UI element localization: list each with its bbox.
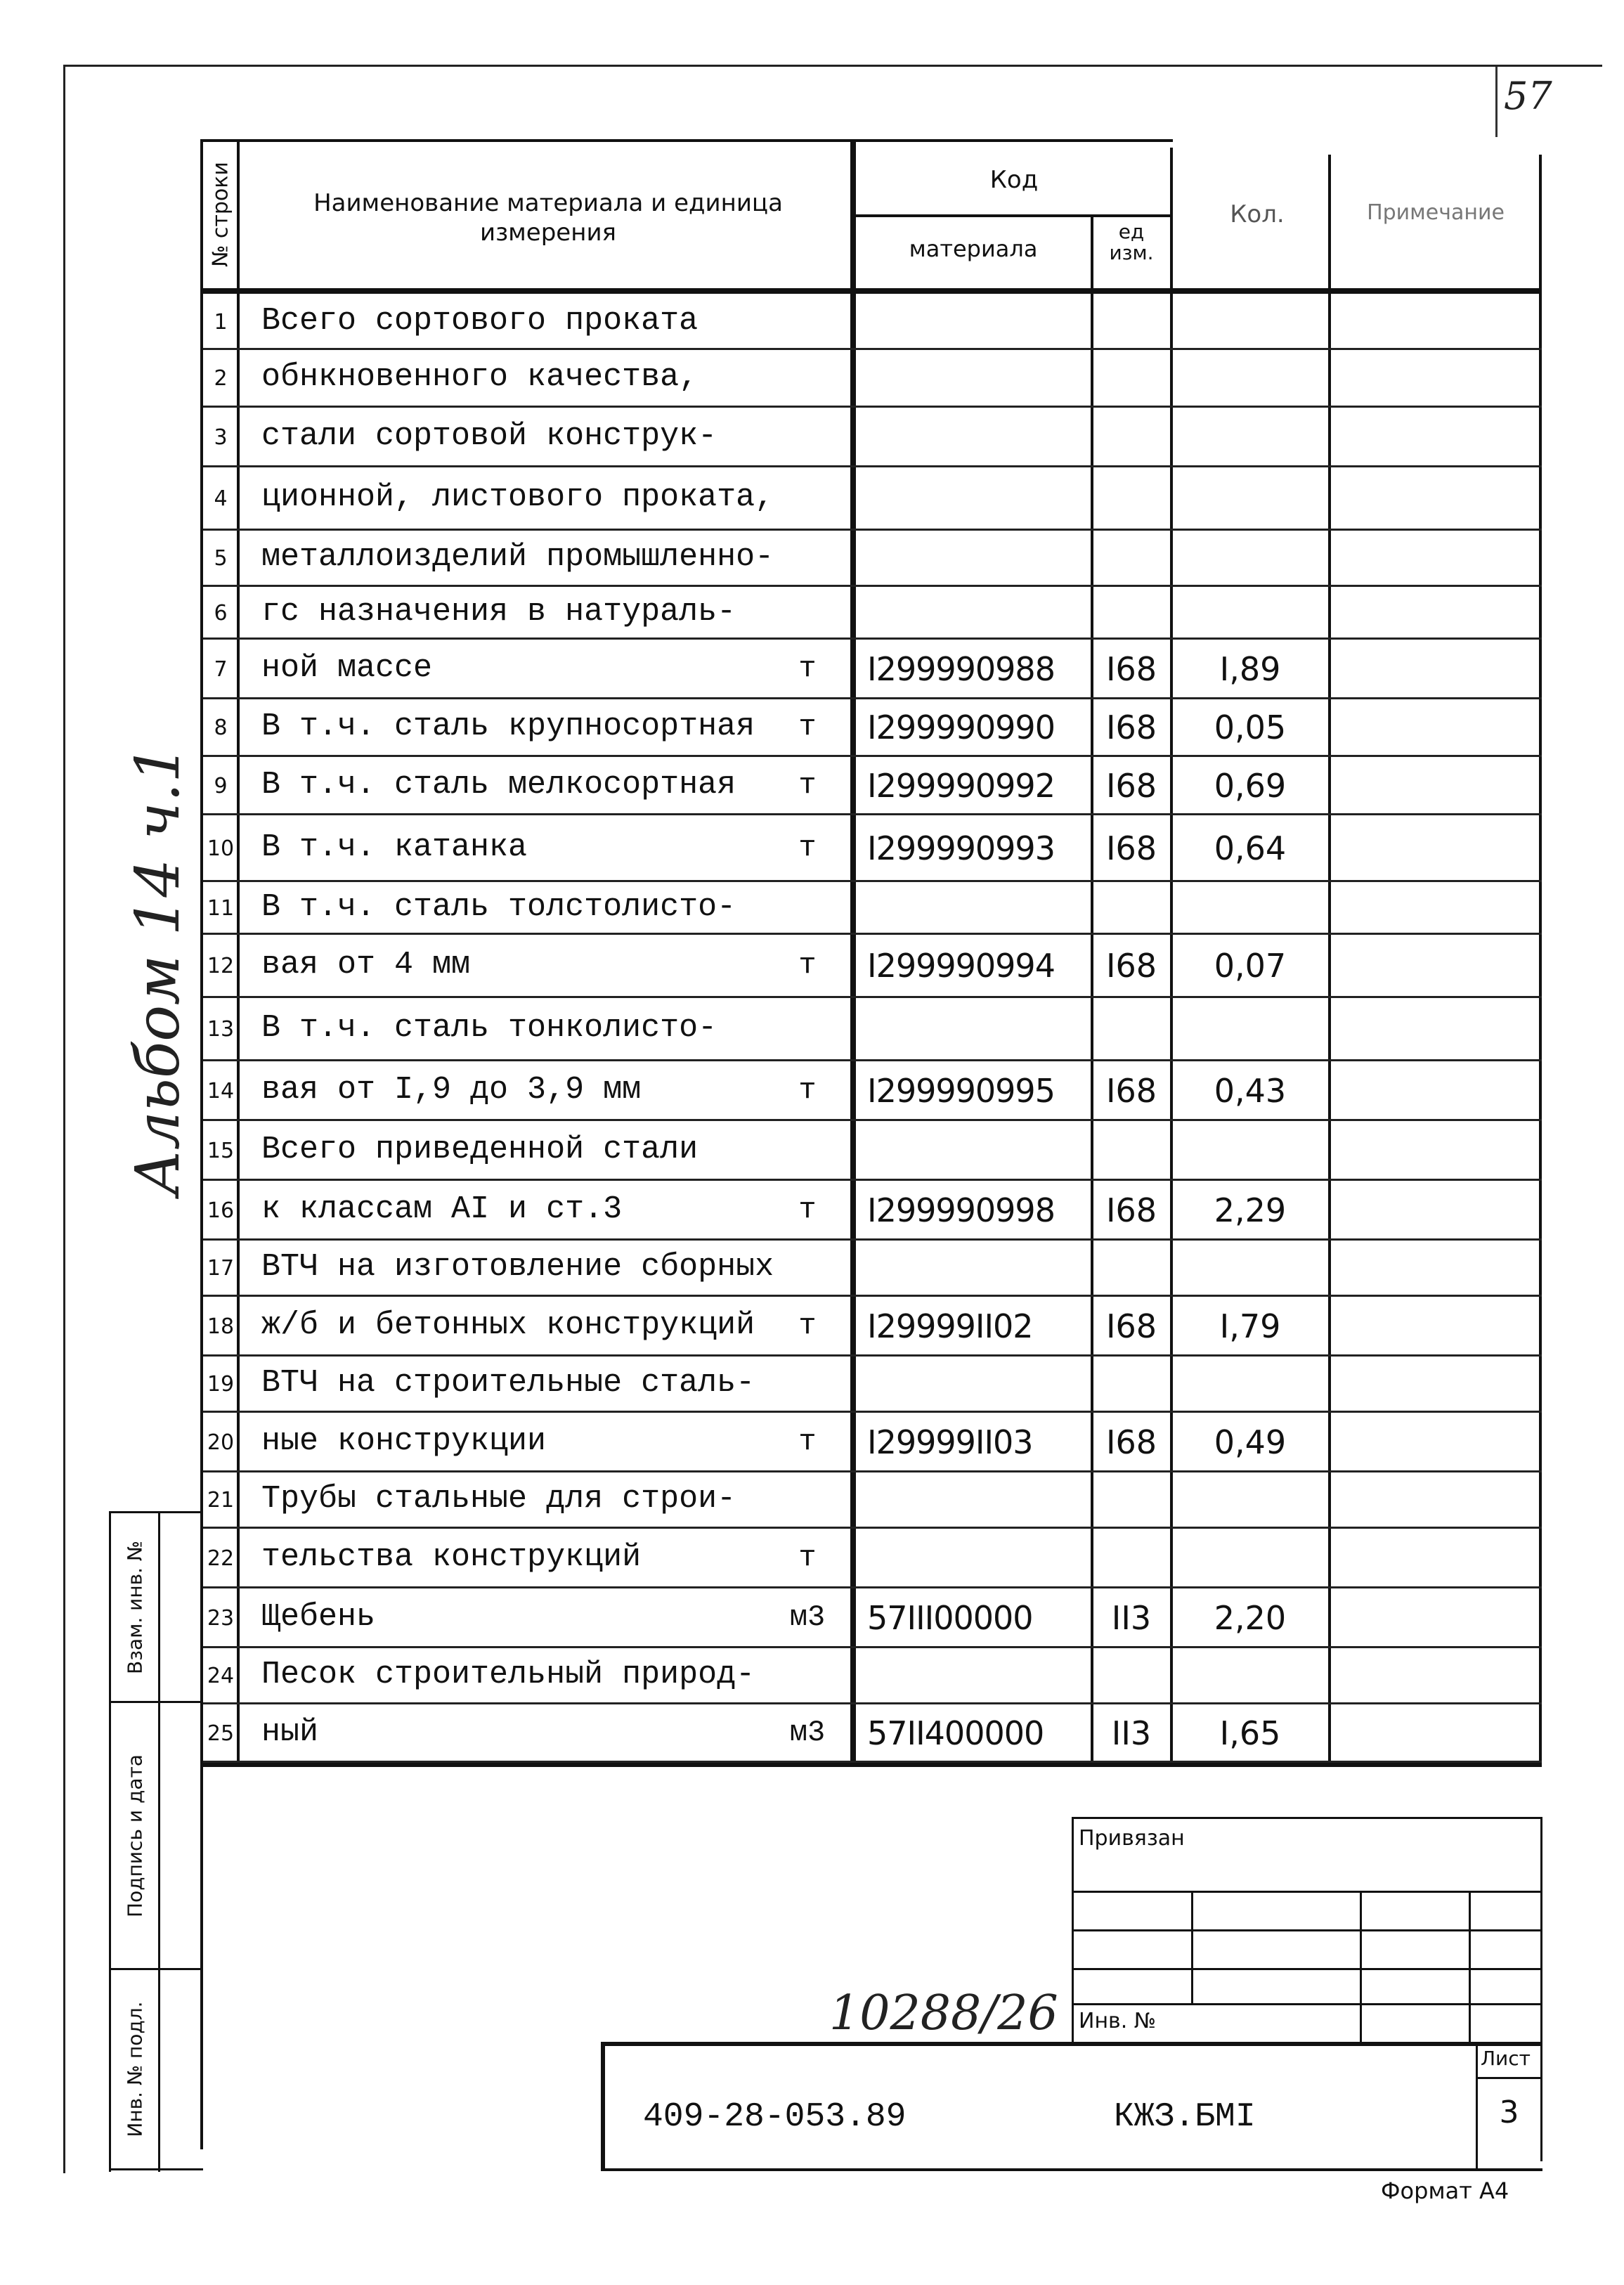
row-material-code: I299990994 <box>867 947 1055 985</box>
row-number: 6 <box>214 601 228 626</box>
side-box-divider <box>158 1511 160 2172</box>
row-quantity: 0,05 <box>1214 708 1287 746</box>
tb-col-3 <box>1469 1891 1471 2042</box>
tb-line-3 <box>1072 1968 1542 1970</box>
row-quantity: I,65 <box>1219 1714 1281 1752</box>
row-number: 17 <box>207 1256 235 1281</box>
row-name: В т.ч. сталь крупносортная <box>261 708 755 744</box>
tb-main-top <box>601 2042 1542 2046</box>
row-name: гс назначения в натураль- <box>261 594 736 630</box>
row-number: 20 <box>207 1430 235 1455</box>
header-unit: ед изм. <box>1109 220 1154 264</box>
row-material-code: 57III00000 <box>867 1599 1033 1637</box>
header-code-split-line <box>856 214 1172 217</box>
row-unit: т <box>798 1193 817 1226</box>
row-number: 11 <box>207 896 235 921</box>
row-number: 8 <box>214 716 228 740</box>
row-name: Щебень <box>261 1599 376 1635</box>
row-material-code: I29999II03 <box>867 1423 1033 1461</box>
row-unit-code: II3 <box>1111 1599 1152 1637</box>
list-label: Лист <box>1481 2047 1531 2070</box>
row-material-code: I299990990 <box>867 708 1055 746</box>
row-name: ные конструкции <box>261 1423 547 1459</box>
row-name: ционной, листового проката, <box>261 479 774 515</box>
row-unit-code: I68 <box>1105 650 1157 688</box>
row-name: Всего сортового проката <box>261 303 699 339</box>
row-name: к классам AI и ст.3 <box>261 1191 623 1227</box>
frame-left-line <box>63 65 65 2173</box>
frame-top-line <box>63 65 1602 67</box>
row-unit: т <box>798 1425 817 1458</box>
row-unit-code: I68 <box>1105 708 1157 746</box>
row-name: В т.ч. сталь толстолисто- <box>261 889 736 925</box>
tb-col-2 <box>1360 1891 1362 2042</box>
row-material-code: I299990998 <box>867 1191 1055 1229</box>
header-bottom-line <box>203 288 1542 294</box>
tb-main-bottom <box>601 2168 1542 2171</box>
row-unit: т <box>798 1073 817 1107</box>
row-number: 10 <box>207 836 235 861</box>
row-number: 21 <box>207 1488 235 1513</box>
row-unit: т <box>798 1309 817 1342</box>
row-number: 14 <box>207 1079 235 1103</box>
row-quantity: I,89 <box>1219 650 1281 688</box>
row-unit: т <box>798 831 817 865</box>
header-code: Код <box>989 166 1039 194</box>
row-material-code: I299990988 <box>867 650 1055 688</box>
row-name: вая от 4 мм <box>261 947 471 983</box>
row-name: вая от I,9 до 3,9 мм <box>261 1072 642 1108</box>
row-number: 24 <box>207 1664 235 1688</box>
row-number: 5 <box>214 546 228 571</box>
handwritten-number: 10288/26 <box>829 1986 1058 2041</box>
inv-no-label: Инв. № <box>1079 2009 1157 2033</box>
row-name: В т.ч. сталь тонколисто- <box>261 1010 717 1046</box>
row-unit-code: I68 <box>1105 1307 1157 1345</box>
row-unit-code: I68 <box>1105 1423 1157 1461</box>
row-name: стали сортовой конструк- <box>261 418 717 454</box>
sheet-number-handwritten: 57 <box>1504 74 1552 118</box>
row-number: 9 <box>214 774 228 798</box>
tb-line-4 <box>1072 2003 1542 2005</box>
row-unit: т <box>798 710 817 744</box>
row-unit: т <box>798 652 817 685</box>
row-unit-code: II3 <box>1111 1714 1152 1752</box>
row-name: ж/б и бетонных конструкций <box>261 1307 755 1343</box>
row-name: В т.ч. сталь мелкосортная <box>261 767 736 803</box>
row-name: В т.ч. катанка <box>261 829 528 865</box>
table-bottom-line <box>203 1763 1542 1767</box>
row-number: 19 <box>207 1372 235 1397</box>
row-number: 16 <box>207 1198 235 1223</box>
row-name: обнкновенного качества, <box>261 359 699 395</box>
row-name: ВТЧ на строительные сталь- <box>261 1365 755 1401</box>
header-name: Наименование материала и единица измерения <box>313 189 783 247</box>
header-row-number: № строки <box>208 162 233 267</box>
row-name: Песок строительный природ- <box>261 1657 755 1692</box>
tb-list-split <box>1476 2077 1542 2079</box>
row-name: Всего приведенной стали <box>261 1132 699 1167</box>
header-qty: Кол. <box>1230 200 1285 228</box>
row-material-code: I299990995 <box>867 1072 1055 1110</box>
row-number: 2 <box>214 366 228 391</box>
row-number: 25 <box>207 1721 235 1746</box>
header-top-line <box>203 139 1173 142</box>
side-label-inv-podl: Инв. № подл. <box>123 2001 146 2137</box>
row-quantity: 0,07 <box>1214 947 1287 985</box>
row-number: 23 <box>207 1606 235 1631</box>
header-material: материала <box>909 235 1038 262</box>
list-number: 3 <box>1499 2095 1519 2130</box>
privyazan-label: Привязан <box>1079 1826 1185 1851</box>
doc-mark: КЖЗ.БМI <box>1114 2098 1256 2136</box>
sheet-number-divider <box>1495 67 1498 137</box>
row-quantity: 0,43 <box>1214 1072 1287 1110</box>
row-number: 22 <box>207 1546 235 1571</box>
tb-line-2 <box>1072 1929 1542 1931</box>
row-quantity: 0,49 <box>1214 1423 1287 1461</box>
row-material-code: I29999II02 <box>867 1307 1033 1345</box>
row-quantity: 0,69 <box>1214 767 1287 805</box>
row-number: 7 <box>214 657 228 682</box>
row-name: ной массе <box>261 650 433 686</box>
row-quantity: 2,20 <box>1214 1599 1287 1637</box>
row-unit-code: I68 <box>1105 767 1157 805</box>
header-note: Примечание <box>1367 200 1505 225</box>
row-name: ВТЧ на изготовление сборных <box>261 1249 774 1285</box>
tb-main-left <box>601 2042 605 2168</box>
side-box-bottom <box>109 2168 203 2170</box>
row-quantity: 2,29 <box>1214 1191 1287 1229</box>
album-note: Альбом 14 ч.1 <box>123 744 193 1196</box>
row-name: Трубы стальные для строи- <box>261 1481 736 1517</box>
row-name: тельства конструкций <box>261 1539 642 1575</box>
tb-top-line <box>1072 1817 1542 1819</box>
row-unit: т <box>798 948 817 982</box>
side-label-podpis: Подпись и дата <box>123 1754 146 1917</box>
row-unit: м3 <box>789 1716 826 1749</box>
row-number: 3 <box>214 425 228 450</box>
tb-col-1 <box>1191 1891 1193 2003</box>
row-material-code: 57II400000 <box>867 1714 1044 1752</box>
row-number: 18 <box>207 1314 235 1339</box>
row-unit: т <box>798 768 817 802</box>
row-number: 1 <box>214 310 228 335</box>
row-quantity: 0,64 <box>1214 829 1287 867</box>
side-label-vzam: Взам. инв. № <box>123 1540 146 1674</box>
row-unit: т <box>798 1541 817 1574</box>
row-quantity: I,79 <box>1219 1307 1281 1345</box>
row-number: 4 <box>214 486 228 511</box>
row-unit-code: I68 <box>1105 829 1157 867</box>
tb-line-1 <box>1072 1891 1542 1893</box>
row-unit-code: I68 <box>1105 1072 1157 1110</box>
row-material-code: I299990993 <box>867 829 1055 867</box>
row-number: 15 <box>207 1139 235 1163</box>
format-label: Формат А4 <box>1381 2177 1509 2204</box>
row-unit-code: I68 <box>1105 1191 1157 1229</box>
row-name: ный <box>261 1714 319 1750</box>
row-number: 13 <box>207 1017 235 1042</box>
row-number: 12 <box>207 954 235 978</box>
row-name: металлоизделий промышленно- <box>261 539 774 575</box>
row-unit-code: I68 <box>1105 947 1157 985</box>
doc-code: 409-28-053.89 <box>643 2098 907 2136</box>
row-unit: м3 <box>789 1600 826 1634</box>
row-material-code: I299990992 <box>867 767 1055 805</box>
